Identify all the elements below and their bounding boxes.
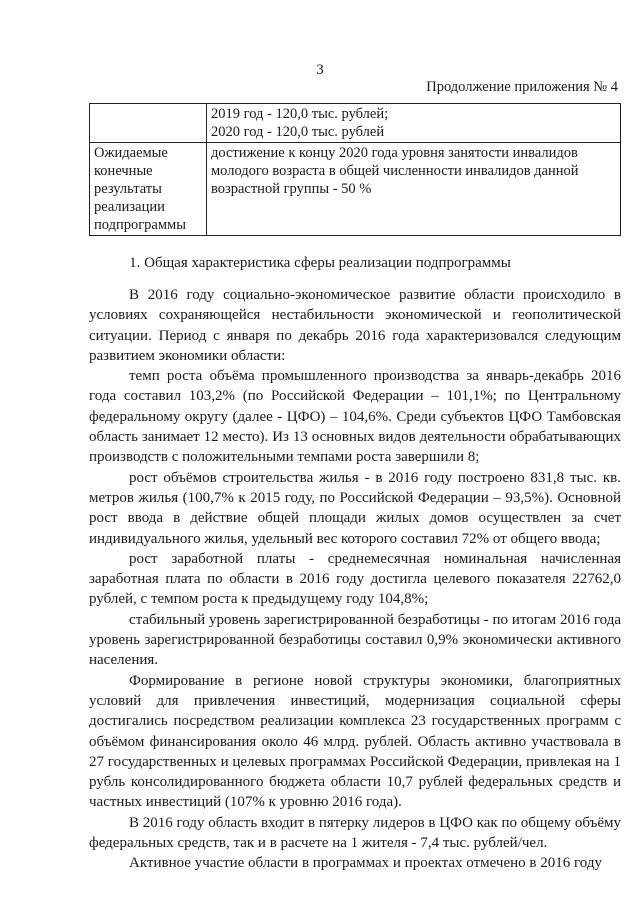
expected-results-label: Ожидаемые конечные результаты реализации подпрограммы bbox=[90, 143, 207, 236]
expected-results-value: достижение к концу 2020 года уровня занятости инвалидов молодого возраста в общей численности инвалидов данной возрастной группы - 50 % bbox=[207, 143, 621, 236]
paragraph: В 2016 году социально-экономическое развитие области происходило в условиях сохраняющейся нестабильности экономической и геополитической ситуации. Период с января по декабрь 2016 года характеризовался следующим развитием экономики области: bbox=[89, 287, 621, 364]
table-cell-funding bbox=[207, 104, 621, 143]
funding-line-2020: 2020 год - 120,0 тыс. рублей bbox=[211, 124, 385, 140]
body-text bbox=[89, 285, 621, 874]
table-row-funding bbox=[90, 104, 621, 143]
paragraph: Активное участие области в программах и проектах отмечено в 2016 году bbox=[129, 855, 602, 872]
continuation-label: Продолжение приложения № 4 bbox=[426, 79, 618, 95]
paragraph: стабильный уровень зарегистрированной безработицы - по итогам 2016 года уровень зарегистрированной безработицы составил 0,9% экономически активного населения. bbox=[89, 611, 621, 669]
section-heading: 1. Общая характеристика сферы реализации подпрограммы bbox=[129, 255, 511, 271]
paragraph: рост объёмов строительства жилья - в 2016 году построено 831,8 тыс. кв. метров жилья (100,7% к 2015 году, по Российской Федерации – 93,5%). Основной рост ввода в действие общей площади жилых домов осуществлен за счет индивидуального жилья, удельный вес которого составил 72% от общего ввода; bbox=[89, 469, 621, 547]
paragraph: Формирование в регионе новой структуры экономики, благоприятных условий для привлечения инвестиций, модернизация социальной сферы достигались посредством реализации комплекса 23 государственных программ с объёмом финансирования около 46 млрд. рублей. Область активно участвовала в 27 государственных и целевых программах Российской Федерации, привлекая на 1 рубль консолидированного бюджета области 10,7 рублей федеральных средств и частных инвестиций (107% к уровню 2016 года). bbox=[89, 672, 621, 811]
paragraph: В 2016 году область входит в пятерку лидеров в ЦФО как по общему объёму федеральных средств, так и в расчете на 1 жителя - 7,4 тыс. рублей/чел. bbox=[89, 814, 621, 852]
table-cell-empty bbox=[90, 104, 207, 143]
subprogram-passport-table bbox=[89, 103, 621, 236]
table-row-expected-results bbox=[90, 143, 621, 236]
funding-line-2019: 2019 год - 120,0 тыс. рублей; bbox=[211, 106, 389, 122]
page-number: 3 bbox=[316, 62, 324, 78]
paragraph: темп роста объёма промышленного производства за январь-декабрь 2016 года составил 103,2% (по Российской Федерации – 101,1%; по Центральному федеральному округу (далее - ЦФО) – 104,6%. Среди субъектов ЦФО Тамбовская область занимает 12 место). Из 13 основных видов деятельности обрабатывающих производств с положительными темпами роста завершили 8; bbox=[89, 368, 621, 466]
paragraph: рост заработной платы - среднемесячная номинальная начисленная заработная плата по области в 2016 году достигла целевого показателя 22762,0 рублей, с темпом роста к предыдущему году 104,8%; bbox=[89, 550, 621, 608]
